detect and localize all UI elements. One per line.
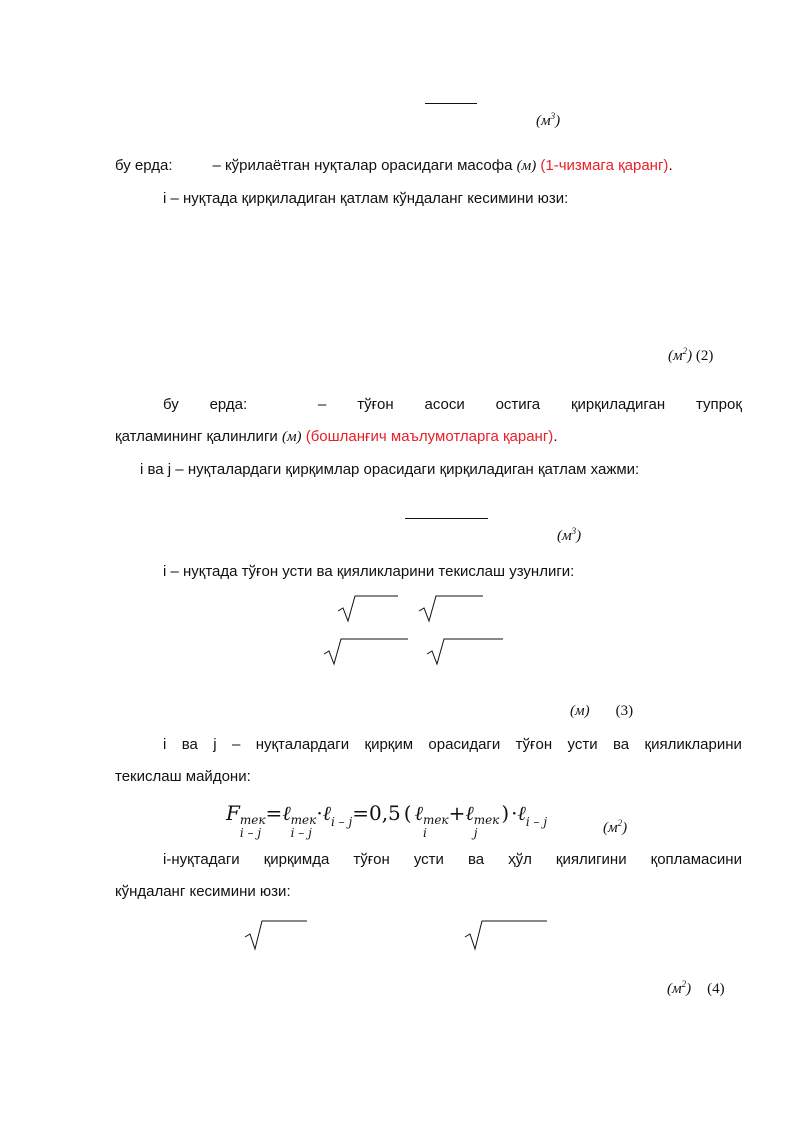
- unit-m3-top: $(м^3)$: [536, 111, 561, 129]
- initial-data-reference: (бошланғич маълумотларга қаранг): [305, 428, 554, 445]
- sqrt-symbol: [463, 918, 549, 952]
- paragraph-area-line1: i ва j – нуқталардаги қирқим орасидаги тўғон усти ва қияликларини: [163, 736, 742, 753]
- paragraph-where-2-line2: қатламининг қалинлиги (м) (бошланғич маълумотларга қаранг).: [115, 428, 558, 445]
- sqrt-symbol: [243, 918, 309, 952]
- paragraph-where-1: бу ерда: – кўрилаётган нуқталар орасидаги масофа (м) (1-чизмага қаранг).: [115, 157, 673, 174]
- paragraph-coating-line1: i-нуқтадаги қирқимда тўғон усти ва ҳўл қиялигини қопламасини: [163, 851, 742, 868]
- paragraph-length: i – нуқтада тўғон усти ва қияликларини текислаш узунлиги:: [163, 563, 575, 580]
- figure-reference: (1-чизмага қаранг): [540, 157, 669, 174]
- sqrt-symbol: [322, 637, 410, 667]
- unit-m2-formula: $(м^2)$: [603, 818, 628, 836]
- area-formula: F тек i – j =ℓ тек i – j ·ℓ$_{i - j}$=0,5 ( ℓ тек i +ℓ тек j ) ·ℓ$_{i - j}$: [226, 801, 548, 840]
- paragraph-where-2-line1: бу ерда: – тўғон асоси остига қирқиладиган тупроқ: [163, 396, 742, 413]
- fraction-bar: [425, 103, 477, 104]
- equation-4-label: $(м^2)$ (4): [667, 979, 725, 997]
- equation-2-label: $(м^2)$ (2): [668, 346, 714, 364]
- paragraph-cross-section-area: i – нуқтада қирқиладиган қатлам кўндаланг кесимини юзи:: [163, 190, 569, 207]
- sqrt-symbol: [417, 594, 485, 624]
- sqrt-symbol: [425, 637, 505, 667]
- sqrt-symbol: [336, 594, 400, 624]
- equation-3-label: (м) (3): [570, 703, 634, 719]
- paragraph-coating-line2: кўндаланг кесимини юзи:: [115, 883, 291, 900]
- fraction-bar-volume: [405, 518, 488, 519]
- unit-m3-volume: $(м^3)$: [557, 526, 582, 544]
- paragraph-volume: i ва j – нуқталардаги қирқимлар орасидаги қирқиладиган қатлам хажми:: [140, 461, 640, 478]
- paragraph-area-line2: текислаш майдони:: [115, 768, 251, 785]
